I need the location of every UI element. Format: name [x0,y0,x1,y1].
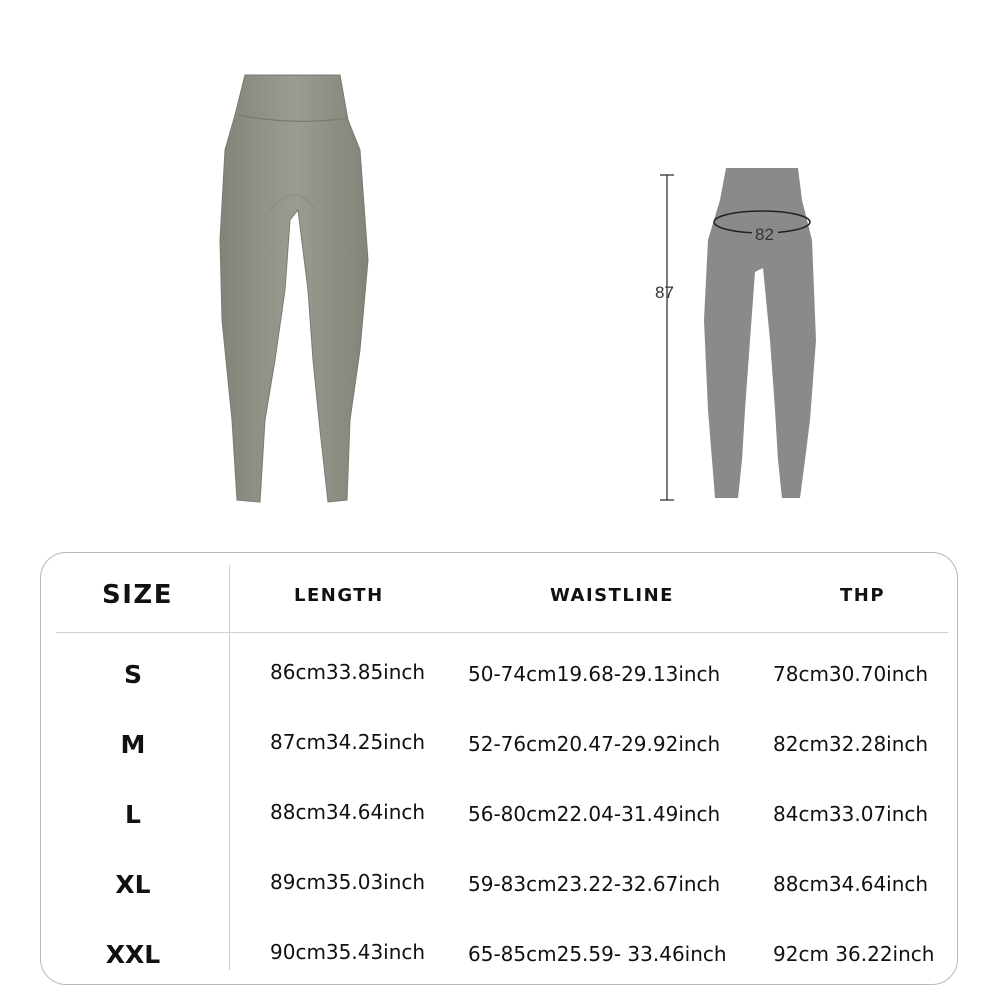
header-divider [56,632,948,633]
cell-waistline: 50-74cm19.68-29.13inch [468,662,721,686]
leggings-product-image [200,60,400,510]
row-size-xxl: XXL [105,940,161,969]
cell-waistline: 56-80cm22.04-31.49inch [468,802,721,826]
header-hip: THP [840,585,886,606]
waist-measurement-label: 82 [755,225,774,244]
cell-waistline: 59-83cm23.22-32.67inch [468,872,721,896]
cell-waistline: 52-76cm20.47-29.92inch [468,732,721,756]
cell-hip: 78cm30.70inch [773,662,929,686]
cell-hip: 84cm33.07inch [773,802,929,826]
cell-length: 90cm35.43inch [270,940,426,964]
column-divider [229,565,230,970]
header-length: LENGTH [294,585,384,606]
cell-length: 86cm33.85inch [270,660,426,684]
cell-hip: 82cm32.28inch [773,732,929,756]
length-measurement-label: 87 [655,283,674,302]
header-size: SIZE [102,580,174,610]
row-size-l: L [125,800,141,829]
row-size-s: S [123,660,142,689]
leggings-silhouette [704,168,816,498]
cell-length: 87cm34.25inch [270,730,426,754]
row-size-m: M [120,730,146,759]
cell-hip: 88cm34.64inch [773,872,929,896]
cell-hip: 92cm 36.22inch [773,942,935,966]
cell-length: 89cm35.03inch [270,870,426,894]
measurement-diagram [640,160,840,510]
row-size-xl: XL [115,870,151,899]
cell-length: 88cm34.64inch [270,800,426,824]
header-waistline: WAISTLINE [550,585,674,606]
size-chart-table [40,552,958,985]
cell-waistline: 65-85cm25.59- 33.46inch [468,942,727,966]
